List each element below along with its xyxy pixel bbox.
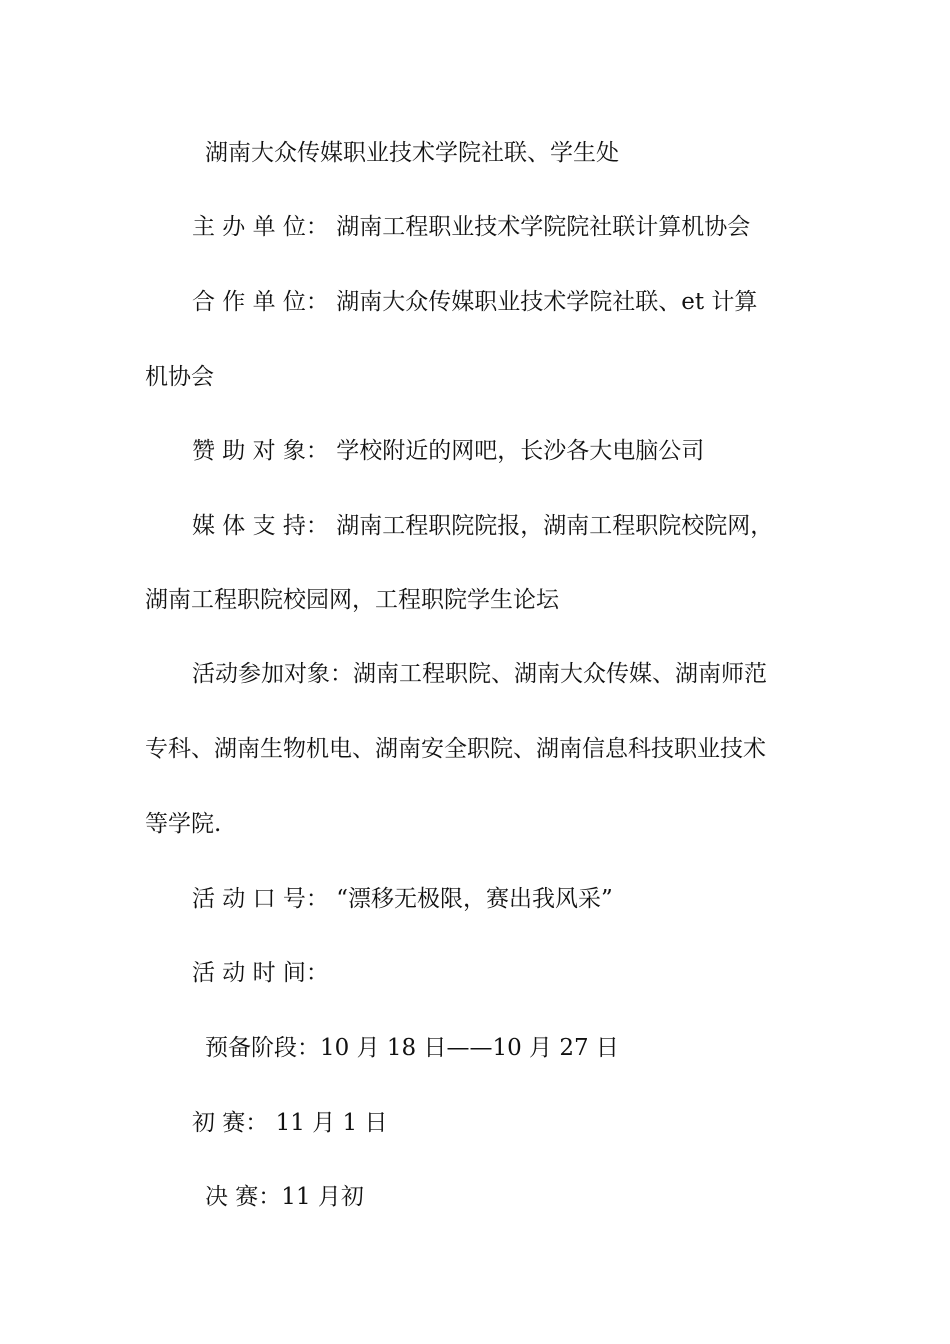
partner-unit-line: 合 作 单 位： 湖南大众传媒职业技术学院社联、et 计算 bbox=[192, 289, 758, 315]
media-support-line: 媒 体 支 持： 湖南工程职院院报，湖南工程职院校院网， bbox=[192, 513, 774, 539]
slogan-line: 活 动 口 号： “漂移无极限，赛出我风采” bbox=[192, 886, 613, 912]
partner-unit-continuation-line: 机协会 bbox=[145, 364, 214, 390]
participants-end-line: 等学院. bbox=[145, 811, 222, 837]
participants-continuation-line: 专科、湖南生物机电、湖南安全职院、湖南信息科技职业技术 bbox=[145, 736, 766, 762]
co-organizer-continuation-line: 湖南大众传媒职业技术学院社联、学生处 bbox=[205, 140, 619, 166]
media-support-continuation-line: 湖南工程职院校园网，工程职院学生论坛 bbox=[145, 587, 559, 613]
final-round-line: 决 赛：11 月初 bbox=[205, 1184, 364, 1210]
participants-line: 活动参加对象：湖南工程职院、湖南大众传媒、湖南师范 bbox=[192, 661, 767, 687]
preparation-stage-line: 预备阶段：10 月 18 日——10 月 27 日 bbox=[205, 1035, 619, 1061]
activity-time-heading: 活 动 时 间： bbox=[192, 960, 329, 986]
preliminary-round-line: 初 赛： 11 月 1 日 bbox=[192, 1110, 388, 1136]
sponsor-target-line: 赞 助 对 象： 学校附近的网吧，长沙各大电脑公司 bbox=[192, 438, 705, 464]
host-unit-line: 主 办 单 位： 湖南工程职业技术学院院社联计算机协会 bbox=[192, 214, 751, 240]
